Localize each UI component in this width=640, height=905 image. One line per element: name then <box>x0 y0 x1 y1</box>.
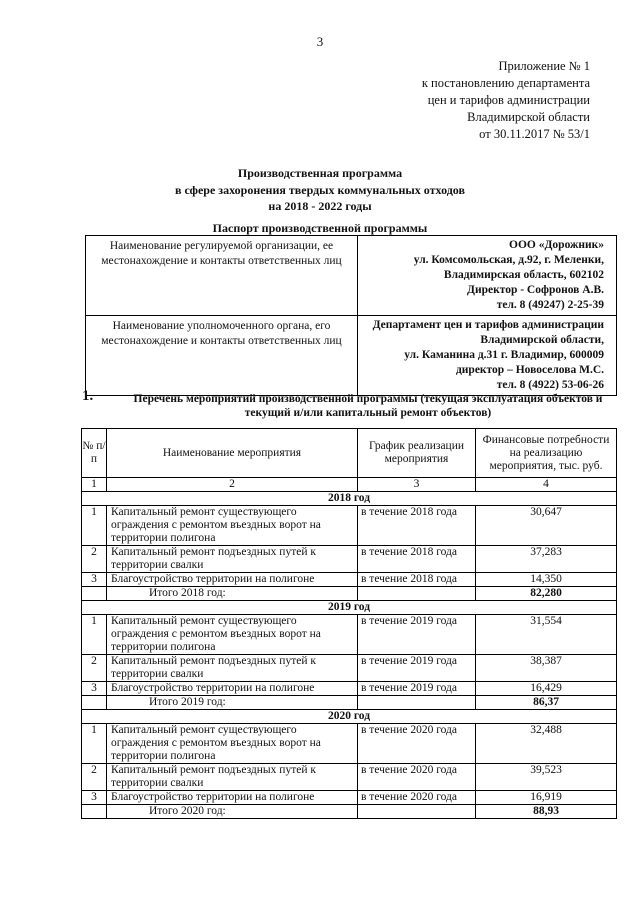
total-row <box>82 696 617 710</box>
year-label: 2018 год <box>82 492 617 506</box>
passport-value <box>358 236 617 316</box>
empty-cell <box>82 696 107 710</box>
empty-cell <box>82 805 107 819</box>
row-name: Капитальный ремонт существующего ограждения с ремонтом въездных ворот на территории полигона <box>107 615 358 655</box>
row-schedule: в течение 2018 года <box>358 573 476 587</box>
passport-heading: Паспорт производственной программы <box>212 221 428 235</box>
total-label: Итого 2019 год: <box>107 696 358 710</box>
doc-subtitle: в сфере захоронения твердых коммунальных отходов <box>175 183 465 197</box>
row-schedule: в течение 2020 года <box>358 724 476 764</box>
passport-row <box>86 236 617 316</box>
row-name: Капитальный ремонт подъездных путей к территории свалки <box>107 764 358 791</box>
passport-row <box>86 316 617 396</box>
passport-value-line: ул. Каманина д.31 г. Владимир, 600009 <box>404 349 604 361</box>
row-schedule: в течение 2018 года <box>358 506 476 546</box>
table-row <box>82 655 617 682</box>
empty-cell <box>82 587 107 601</box>
row-number: 2 <box>82 655 107 682</box>
col-number: 3 <box>358 478 476 492</box>
total-label: Итого 2018 год: <box>107 587 358 601</box>
table-row <box>82 573 617 587</box>
table-row <box>82 724 617 764</box>
column-number-row <box>82 478 617 492</box>
row-number: 3 <box>82 791 107 805</box>
appendix-line: от 30.11.2017 № 53/1 <box>479 127 590 141</box>
row-schedule: в течение 2018 года <box>358 546 476 573</box>
row-number: 3 <box>82 682 107 696</box>
table-row <box>82 615 617 655</box>
row-number: 2 <box>82 546 107 573</box>
row-schedule: в течение 2019 года <box>358 615 476 655</box>
table-row <box>82 682 617 696</box>
table-row <box>82 546 617 573</box>
row-name: Капитальный ремонт существующего ограждения с ремонтом въездных ворот на территории полигона <box>107 724 358 764</box>
col-number: 4 <box>476 478 617 492</box>
header-schedule: График реализации мероприятия <box>358 429 476 478</box>
measures-table <box>81 428 617 819</box>
doc-title: Производственная программа <box>237 166 403 180</box>
row-number: 1 <box>82 615 107 655</box>
total-value: 86,37 <box>476 696 617 710</box>
row-value: 16,919 <box>476 791 617 805</box>
row-schedule: в течение 2020 года <box>358 764 476 791</box>
year-row <box>82 601 617 615</box>
row-number: 2 <box>82 764 107 791</box>
doc-period: на 2018 - 2022 годы <box>268 199 372 213</box>
year-row <box>82 710 617 724</box>
year-label: 2019 год <box>82 601 617 615</box>
row-number: 1 <box>82 506 107 546</box>
appendix-note <box>370 58 590 143</box>
row-name: Капитальный ремонт подъездных путей к территории свалки <box>107 655 358 682</box>
table-row <box>82 791 617 805</box>
row-value: 37,283 <box>476 546 617 573</box>
row-name: Благоустройство территории на полигоне <box>107 791 358 805</box>
total-row <box>82 805 617 819</box>
row-number: 1 <box>82 724 107 764</box>
header-name: Наименование мероприятия <box>107 429 358 478</box>
row-name: Благоустройство территории на полигоне <box>107 573 358 587</box>
total-row <box>82 587 617 601</box>
passport-value-line: тел. 8 (49247) 2-25-39 <box>496 299 604 311</box>
passport-value-line: ул. Комсомольская, д.92, г. Меленки, <box>413 254 604 266</box>
row-value: 38,387 <box>476 655 617 682</box>
col-number: 2 <box>107 478 358 492</box>
passport-value-line: ООО «Дорожник» <box>509 239 604 251</box>
total-value: 82,280 <box>476 587 617 601</box>
passport-value-line: Директор - Софронов А.В. <box>467 284 604 296</box>
empty-cell <box>358 587 476 601</box>
row-value: 32,488 <box>476 724 617 764</box>
passport-value-line: Владимирской области, <box>480 334 604 346</box>
row-name: Благоустройство территории на полигоне <box>107 682 358 696</box>
table-row <box>82 506 617 546</box>
row-value: 30,647 <box>476 506 617 546</box>
appendix-line: к постановлению департамента <box>421 76 590 90</box>
passport-value-line: тел. 8 (4922) 53-06-26 <box>496 379 604 391</box>
empty-cell <box>358 805 476 819</box>
empty-cell <box>358 696 476 710</box>
appendix-line: Приложение № 1 <box>498 59 590 73</box>
row-schedule: в течение 2020 года <box>358 791 476 805</box>
header-number: № п/п <box>82 429 107 478</box>
section-title: Перечень мероприятий производственной программы (текущая эксплуатация объектов и текущий и/или капитальный ремонт объектов) <box>133 393 603 419</box>
row-schedule: в течение 2019 года <box>358 682 476 696</box>
row-name: Капитальный ремонт подъездных путей к территории свалки <box>107 546 358 573</box>
passport-label: Наименование регулируемой организации, ее местонахождение и контакты ответственных лиц <box>86 236 358 316</box>
page-number: 3 <box>316 34 324 49</box>
year-label: 2020 год <box>82 710 617 724</box>
section-number: 1. <box>82 388 94 404</box>
row-number: 3 <box>82 573 107 587</box>
passport-label: Наименование уполномоченного органа, его местонахождение и контакты ответственных лиц <box>86 316 358 396</box>
passport-value-line: директор – Новоселова М.С. <box>455 364 604 376</box>
row-name: Капитальный ремонт существующего ограждения с ремонтом въездных ворот на территории полигона <box>107 506 358 546</box>
total-label: Итого 2020 год: <box>107 805 358 819</box>
table-row <box>82 764 617 791</box>
row-schedule: в течение 2019 года <box>358 655 476 682</box>
appendix-line: Владимирской области <box>467 110 590 124</box>
table-header-row <box>82 429 617 478</box>
total-value: 88,93 <box>476 805 617 819</box>
appendix-line: цен и тарифов администрации <box>427 93 590 107</box>
passport-value-line: Владимирская область, 602102 <box>443 269 604 281</box>
passport-value <box>358 316 617 396</box>
row-value: 14,350 <box>476 573 617 587</box>
row-value: 31,554 <box>476 615 617 655</box>
row-value: 39,523 <box>476 764 617 791</box>
passport-value-line: Департамент цен и тарифов администрации <box>372 319 604 331</box>
passport-table <box>85 235 617 396</box>
header-finance: Финансовые потребности на реализацию мероприятия, тыс. руб. <box>476 429 617 478</box>
col-number: 1 <box>82 478 107 492</box>
year-row <box>82 492 617 506</box>
row-value: 16,429 <box>476 682 617 696</box>
